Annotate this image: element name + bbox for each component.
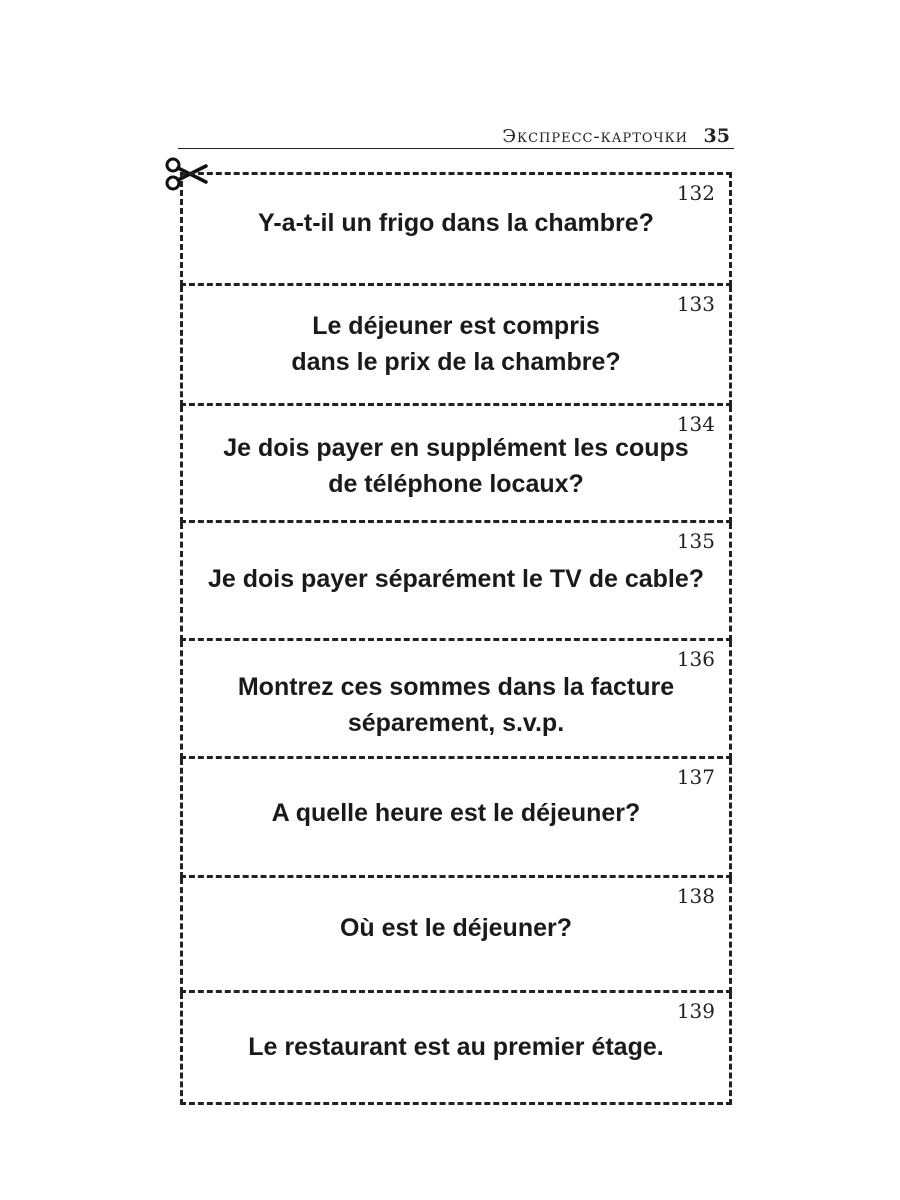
card-139 [180,993,732,1105]
card-text [183,1029,729,1065]
card-text-line: Je dois payer en supplément les coups [223,434,689,462]
card-text-line: Le déjeuner est compris [312,312,600,340]
card-text-line: Le restaurant est au premier étage. [248,1033,664,1061]
card-text [183,308,729,380]
card-text [183,205,729,241]
card-text [183,669,729,741]
card-text-line: Y-a-t-il un frigo dans la chambre? [258,209,654,237]
card-text-line: A quelle heure est le déjeuner? [271,799,641,827]
card-text-line: séparement, s.v.p. [347,709,565,737]
card-number: 136 [676,647,715,671]
card-138 [180,878,732,993]
card-number: 137 [676,765,715,789]
card-number: 135 [676,529,715,553]
card-134 [180,406,732,523]
header-title: Экспресс-карточки [502,126,688,147]
card-text-line: Où est le déjeuner? [339,914,572,942]
card-text [183,430,729,502]
running-header [178,124,734,149]
card-137 [180,759,732,878]
card-text [183,561,729,597]
card-text [183,795,729,831]
card-number: 138 [676,884,715,908]
page-number: 35 [703,125,730,147]
card-133 [180,286,732,406]
card-number: 134 [676,412,715,436]
card-text-line: Je dois payer séparément le TV de cable? [207,565,705,593]
card-number: 133 [676,292,715,316]
card-number: 139 [676,999,715,1023]
card-list [180,172,732,1105]
card-132 [180,172,732,286]
card-text [183,910,729,946]
card-number: 132 [676,181,715,205]
card-text-line: Montrez ces sommes dans la facture [237,673,675,701]
card-text-line: dans le prix de la chambre? [291,348,621,376]
card-text-line: de téléphone locaux? [328,470,584,498]
card-135 [180,523,732,641]
card-136 [180,641,732,759]
